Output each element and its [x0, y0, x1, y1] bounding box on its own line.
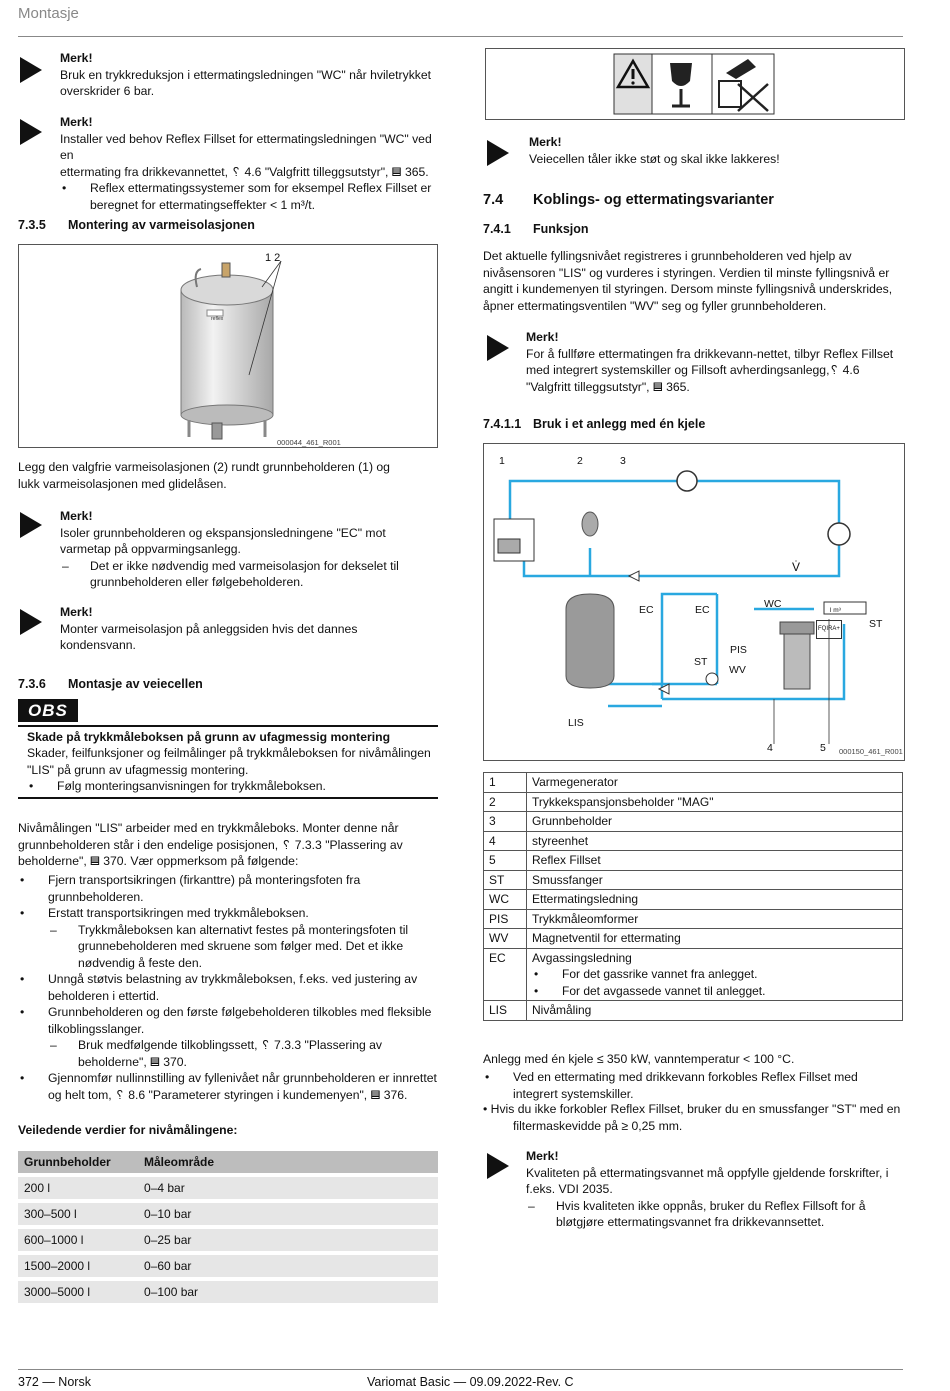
expansion-vessel-icon — [582, 512, 598, 536]
table-cell: ST — [484, 870, 527, 890]
table-cell: 4 — [484, 831, 527, 851]
obs-badge: OBS — [18, 699, 78, 722]
table-cell: Grunnbeholder — [527, 812, 903, 832]
footer-document-info: Variomat Basic — 09.09.2022-Rev. C — [367, 1375, 574, 1389]
table-cell: Reflex Fillset — [527, 851, 903, 871]
note-1 — [60, 50, 435, 100]
section-title: Bruk i et anlegg med én kjele — [533, 417, 706, 431]
table-header-row — [18, 1151, 438, 1173]
motor-valve-icon — [706, 673, 718, 685]
table-row — [18, 1177, 438, 1199]
bullet-strainer: • Hvis du ikke forkobler Reflex Fillset, bruker du en smussfanger "ST" med en filtermaskevidde på ≥ 0,25 mm. — [483, 1102, 901, 1133]
table-cell: LIS — [484, 1001, 527, 1021]
table-cell: 1500–2000 l — [18, 1255, 138, 1277]
note-arrow-icon — [487, 140, 509, 166]
bullet-fillset: • Ved en ettermating med drikkevann forkobles Reflex Fillset med integrert systemskiller. — [483, 1069, 903, 1102]
table-row — [484, 773, 903, 793]
label-ec: EC — [695, 604, 710, 616]
section-heading-7-3-5 — [18, 217, 255, 234]
figure-code: 000150_461_R001 — [839, 747, 903, 756]
paragraph-function: Det aktuelle fyllingsnivået registreres i grunnbeholderen ved hjelp av nivåsensoren "LIS" og vurderes i styringen. Verdien til minste fyllingsnivå er angitt i kundemenyen til styringen. Dersom minste fyllingsnivå underskrides, åpner ettermatingsventilen "WV" seg og fyller grunnbeholderen. — [483, 249, 893, 313]
label-wc: WC — [764, 598, 782, 610]
list-item: • Erstatt transportsikringen med trykkmåleboksen. — [18, 905, 438, 922]
note-arrow-icon — [20, 609, 42, 635]
list-item: • Gjennomfør nullinnstilling av fyllenivået når grunnbeholderen er innrettet og helt tom, ␦ 8.6 "Parameterer styringen i kundemenyen", ▤ 376. — [18, 1070, 438, 1103]
table-row — [484, 948, 903, 1001]
section-heading-7-4 — [483, 192, 774, 209]
warning-symbols-box — [485, 48, 905, 120]
tank-figure — [18, 244, 438, 448]
control-unit-icon — [784, 629, 810, 689]
table-cell: 0–4 bar — [138, 1177, 438, 1199]
section-title: Montering av varmeisolasjonen — [68, 218, 255, 232]
paragraph-single-boiler: Anlegg med én kjele ≤ 350 kW, vanntemperatur < 100 °C. — [483, 1052, 795, 1066]
note-title: Merk! — [60, 51, 93, 65]
table-row — [484, 1001, 903, 1021]
table-cell — [527, 948, 903, 1001]
table-cell: 1 — [484, 773, 527, 793]
callout-2: 2 — [577, 455, 583, 467]
table-cell: 0–25 bar — [138, 1229, 438, 1251]
section-heading-7-4-1 — [483, 221, 589, 238]
callout-4: 4 — [767, 742, 773, 754]
obs-content — [18, 725, 438, 795]
table-cell: 0–100 bar — [138, 1281, 438, 1303]
note-arrow-icon — [20, 119, 42, 145]
instruction-list — [18, 872, 438, 1103]
table-cell: Varmegenerator — [527, 773, 903, 793]
table-cell: Smussfanger — [527, 870, 903, 890]
tank-illustration — [19, 245, 437, 447]
table-row — [18, 1281, 438, 1303]
note-text: Monter varmeisolasjon på anleggsiden hvis det dannes kondensvann. — [60, 621, 358, 652]
table-cell: 0–60 bar — [138, 1255, 438, 1277]
section-number: 7.4 — [483, 192, 504, 208]
note-text: Bruk en trykkreduksjon i ettermatingsledningen "WC" når hviletrykket overskrider 6 bar. — [60, 67, 432, 98]
note-text: ettermating fra drikkevannettet, ␦ 4.6 "Valgfritt tilleggsutstyr", ▤ 365. — [60, 164, 429, 179]
label-st: ST — [869, 618, 883, 630]
table-cell: 200 l — [18, 1177, 138, 1199]
piping-schematic — [484, 444, 904, 760]
note-text: Veiecellen tåler ikke støt og skal ikke lakkeres! — [529, 151, 780, 166]
page-header: Montasje — [18, 5, 79, 22]
table-cell: Trykkekspansjonsbeholder "MAG" — [527, 792, 903, 812]
note-text: For å fullføre ettermatingen fra drikkevann-nettet, tilbyr Reflex Fillset med integrert systemskiller og Fillsoft avherdingsanlegg,␦ 4.6 "Valgfritt tilleggsutstyr", ▤ 365. — [526, 346, 894, 394]
table-cell: 300–500 l — [18, 1203, 138, 1225]
section-number: 7.4.1 — [483, 222, 511, 236]
callout-1: 1 — [499, 455, 505, 467]
paragraph-insulation: Legg den valgfrie varmeisolasjonen (2) rundt grunnbeholderen (1) og lukk varmeisolasjonen med glidelåsen. — [18, 460, 390, 491]
callout-3: 3 — [620, 455, 626, 467]
section-title: Funksjon — [533, 222, 589, 236]
table-cell: EC — [484, 948, 527, 1001]
list-item: • Grunnbeholderen og den første følgebeholderen tilkobles med fleksible tilkoblingsslanger. — [18, 1004, 438, 1037]
note-arrow-icon — [487, 335, 509, 361]
table-cell: 2 — [484, 792, 527, 812]
list-item: • Unngå støtvis belastning av trykkmåleboksen, f.eks. ved justering av beholderen i ettertid. — [18, 971, 438, 1004]
table-cell: Magnetventil for ettermating — [527, 929, 903, 949]
table-cell: Ettermatingsledning — [527, 890, 903, 910]
obs-bullet: • Følg monteringsanvisningen for trykkmåleboksen. — [27, 778, 438, 795]
note-5 — [529, 134, 899, 167]
note-4 — [60, 604, 435, 654]
table-header: Måleområde — [138, 1151, 438, 1173]
header-rule — [18, 36, 903, 37]
note-title: Merk! — [60, 605, 93, 619]
table-cell: WC — [484, 890, 527, 910]
note-bullet: • Reflex ettermatingssystemer som for eksempel Reflex Fillset er beregnet for ettermatingseffekter < 1 m³/t. — [60, 180, 440, 213]
table-title: Veiledende verdier for nivåmålingene: — [18, 1123, 238, 1137]
label-m3: l m³ — [830, 607, 841, 614]
table-cell: WV — [484, 929, 527, 949]
note-arrow-icon — [20, 512, 42, 538]
note-7 — [526, 1148, 896, 1231]
table-row — [484, 890, 903, 910]
note-title: Merk! — [60, 115, 93, 129]
table-cell: PIS — [484, 909, 527, 929]
table-row — [484, 851, 903, 871]
paragraph-lis: Nivåmålingen "LIS" arbeider med en trykkmåleboks. Monter denne når grunnbeholderen står i den endelige posisjonen, ␦ 7.3.3 "Plassering av beholderne", ▤ 370. Vær oppmerksom på følgende: — [18, 821, 403, 868]
legend-table — [483, 772, 903, 1021]
obs-box — [18, 703, 438, 799]
consumer-icon — [828, 523, 850, 545]
base-vessel-icon — [566, 594, 614, 688]
section-heading-7-4-1-1 — [483, 416, 705, 433]
note-6 — [526, 329, 904, 395]
list-item: – Trykkmåleboksen kan alternativt festes på monteringsfoten til grunnebeholderen med skruene som følger med. Det et ikke nødvendig å feste den. — [48, 922, 438, 972]
label-st: ST — [694, 656, 708, 668]
values-table — [18, 1147, 438, 1307]
callout-5: 5 — [820, 742, 826, 754]
table-cell: 600–1000 l — [18, 1229, 138, 1251]
section-number: 7.4.1.1 — [483, 417, 522, 431]
footer-page-info: 372 — Norsk — [18, 1375, 91, 1389]
figure-callouts: 1 2 — [265, 252, 281, 264]
brand-logo: reflex — [211, 316, 224, 322]
obs-title: Skade på trykkmåleboksen på grunn av ufagmessig montering — [27, 729, 391, 744]
table-cell: Nivåmåling — [527, 1001, 903, 1021]
note-title: Merk! — [60, 509, 93, 523]
table-cell: 3 — [484, 812, 527, 832]
section-number: 7.3.6 — [18, 677, 46, 691]
section-heading-7-3-6 — [18, 676, 203, 693]
label-flow: V̇ — [792, 560, 801, 574]
legend-value: Avgassingsledning — [532, 950, 632, 965]
figure-code: 000044_461_R001 — [277, 438, 341, 447]
list-item: – Bruk medfølgende tilkoblingssett, ␦ 7.3.3 "Plassering av beholderne", ▤ 370. — [48, 1037, 438, 1070]
note-dash: – Hvis kvaliteten ikke oppnås, bruker du Reflex Fillsoft for å bløtgjøre ettermatingsvannet fra drikkevannsettet. — [526, 1198, 896, 1231]
table-row — [18, 1229, 438, 1251]
table-row — [484, 792, 903, 812]
section-number: 7.3.5 — [18, 218, 46, 232]
table-row — [484, 909, 903, 929]
table-row — [484, 929, 903, 949]
note-arrow-icon — [20, 57, 42, 83]
note-title: Merk! — [529, 135, 562, 149]
label-pis: PIS — [730, 644, 747, 656]
section-title: Koblings- og ettermatingsvarianter — [533, 192, 774, 208]
table-cell: 0–10 bar — [138, 1203, 438, 1225]
note-title: Merk! — [526, 1149, 559, 1163]
label-wv: WV — [729, 664, 746, 676]
table-cell: Trykkmåleomformer — [527, 909, 903, 929]
table-cell: 3000–5000 l — [18, 1281, 138, 1303]
note-text: Isoler grunnbeholderen og ekspansjonsledningene "EC" mot varmetap på oppvarmingsanlegg. — [60, 525, 386, 556]
table-row — [484, 870, 903, 890]
note-text: Kvaliteten på ettermatingsvannet må oppfylle gjeldende forskrifter, i f.eks. VDI 2035. — [526, 1165, 889, 1196]
footer-rule — [18, 1369, 903, 1370]
label-lis: LIS — [568, 717, 584, 729]
piping-diagram — [483, 443, 905, 761]
obs-text: Skader, feilfunksjoner og feilmålinger på trykkmåleboksen for nivåmålingen "LIS" på grunn av ufagmessig montering. — [27, 746, 431, 777]
table-row — [18, 1203, 438, 1225]
pump-icon — [677, 471, 697, 491]
table-row — [18, 1255, 438, 1277]
section-title: Montasje av veiecellen — [68, 677, 203, 691]
table-row — [484, 831, 903, 851]
legend-bullet: • For det gassrike vannet fra anlegget. — [532, 966, 897, 983]
note-title: Merk! — [526, 330, 559, 344]
legend-bullet: • For det avgassede vannet til anlegget. — [532, 983, 897, 1000]
label-fqira: FQIRA+ — [816, 620, 842, 639]
obs-badge-wrap — [18, 703, 76, 721]
table-cell: styreenhet — [527, 831, 903, 851]
note-3 — [60, 508, 435, 591]
note-text: Installer ved behov Reflex Fillset for ettermatingsledningen "WC" ved en — [60, 131, 432, 162]
table-header: Grunnbeholder — [18, 1151, 138, 1173]
note-dash: – Det er ikke nødvendig med varmeisolasjon for dekselet til grunnbeholderen eller følgebeholderen. — [60, 558, 435, 591]
list-item: • Fjern transportsikringen (firkanttre) på monteringsfoten fra grunnbeholderen. — [18, 872, 438, 905]
warning-symbols — [486, 49, 904, 119]
table-row — [484, 812, 903, 832]
note-2 — [60, 114, 440, 213]
table-cell: 5 — [484, 851, 527, 871]
label-ec: EC — [639, 604, 654, 616]
note-arrow-icon — [487, 1153, 509, 1179]
